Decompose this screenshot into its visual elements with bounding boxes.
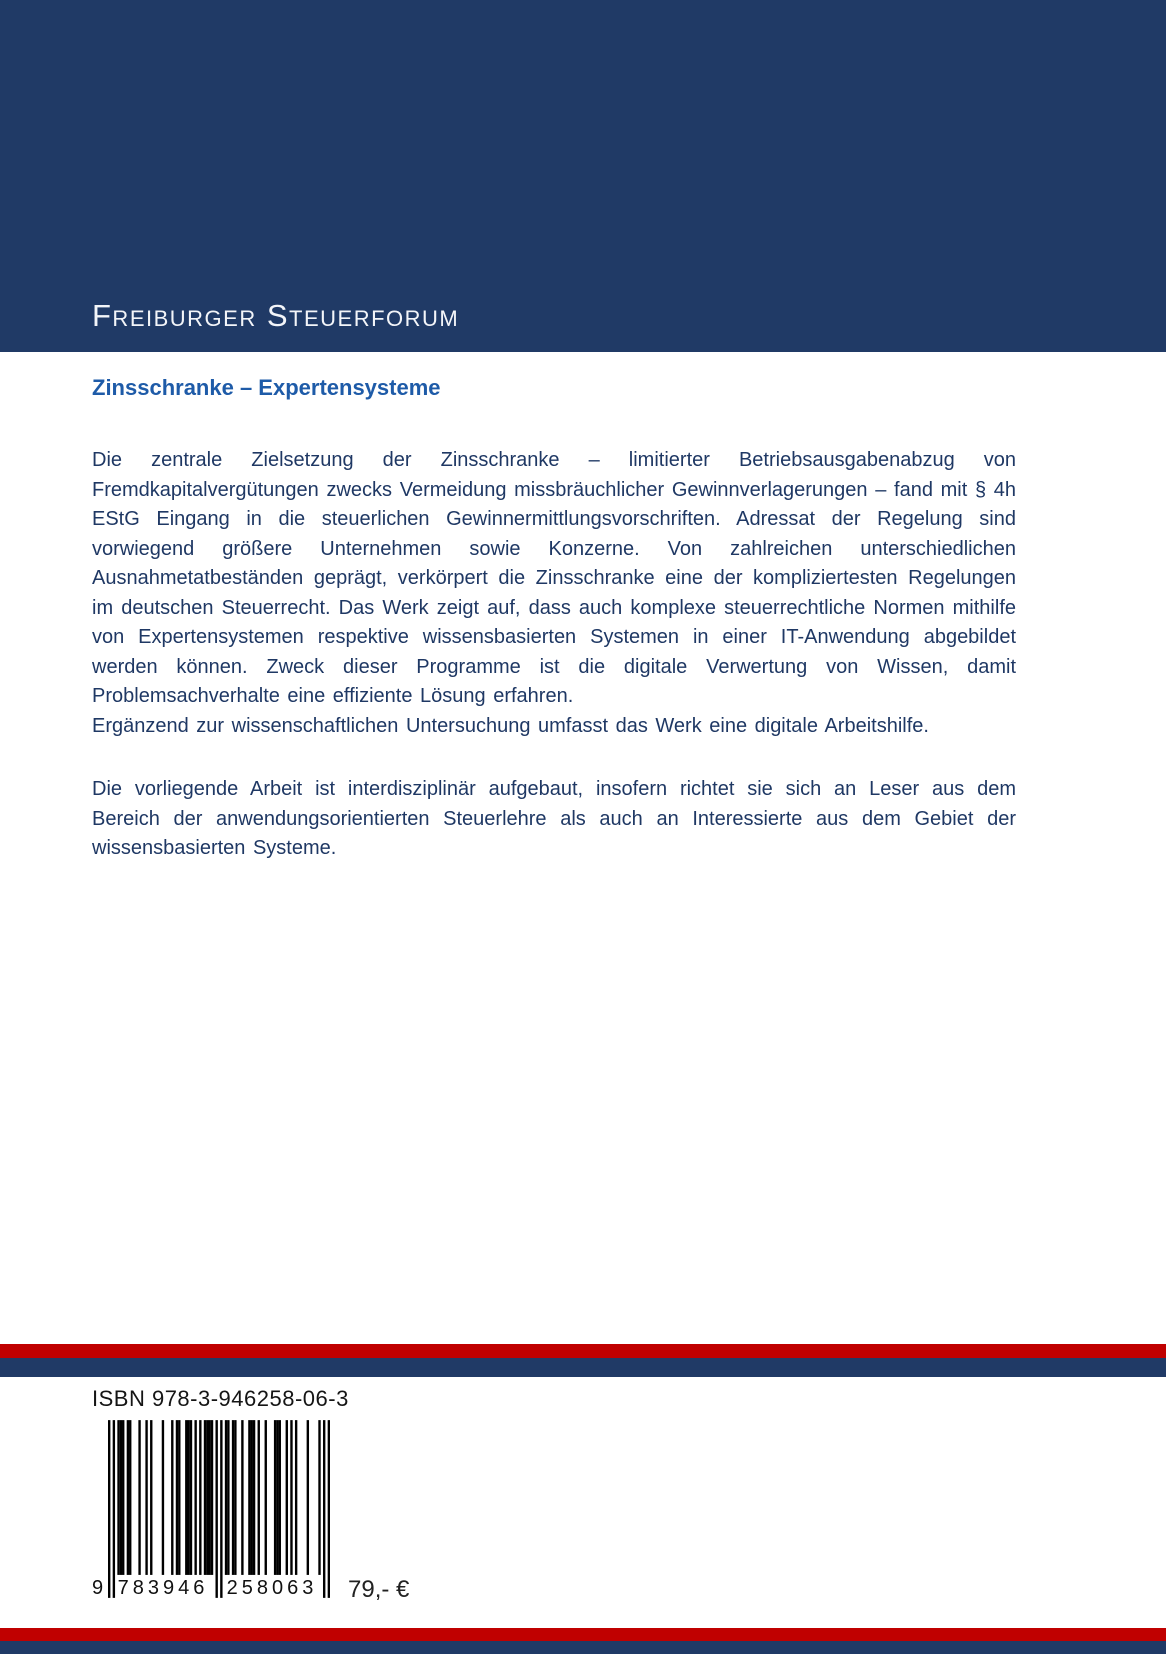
barcode-digits-group2: 258063 — [226, 1577, 318, 1599]
blurb-section — [92, 352, 1016, 864]
divider-navy-stripe-bottom — [0, 1641, 1166, 1654]
divider-navy-stripe-top — [0, 1358, 1166, 1377]
barcode-digits-group1: 783946 — [117, 1577, 209, 1599]
isbn-text: ISBN 978-3-946258-06-3 — [92, 1386, 349, 1411]
barcode-digit-left: 9 — [92, 1577, 104, 1599]
blurb-paragraph-3: Die vorliegende Arbeit ist interdisziplinär aufgebaut, insofern richtet sie sich an Leser aus dem Bereich der anwendungsorientierten Steuerlehre als auch an Interessierte aus dem Gebiet der wissensbasierten Systeme. — [92, 778, 1016, 859]
book-title: Zinsschranke – Expertensysteme — [92, 375, 441, 400]
price: 79,- € — [348, 1576, 410, 1603]
divider-red-stripe-bottom — [0, 1628, 1166, 1641]
ean13-barcode — [92, 1420, 342, 1606]
header-band — [0, 0, 1166, 352]
blurb-paragraph-2: Ergänzend zur wissenschaftlichen Untersuchung umfasst das Werk eine digitale Arbeitshilfe. — [92, 714, 929, 737]
divider-red-stripe-top — [0, 1344, 1166, 1358]
barcode-bars — [108, 1420, 330, 1598]
blurb-paragraph-1: Die zentrale Zielsetzung der Zinsschranke – limitierter Betriebsausgabenabzug von Fremdkapitalvergütungen zwecks Vermeidung missbräuchlicher Gewinnverlagerungen – fand mit § 4h EStG Eingang in die steuerlichen Gewinnermittlungsvorschriften. Adressat der Regelung sind vorwiegend größere Unternehmen sowie Konzerne. Von zahlreichen unterschiedlichen Ausnahmetatbeständen geprägt, verkörpert die Zinsschranke eine der kompliziertesten Regelungen im deutschen Steuerrecht. Das Werk zeigt auf, dass auch komplexe steuerrechtliche Normen mithilfe von Expertensystemen respektive wissensbasierten Systemen in einer IT-Anwendung abgebildet werden können. Zweck dieser Programme ist die digitale Verwertung von Wissen, damit Problemsachverhalte eine effiziente Lösung erfahren. — [92, 449, 1016, 707]
series-title: Freiburger Steuerforum — [92, 298, 460, 333]
